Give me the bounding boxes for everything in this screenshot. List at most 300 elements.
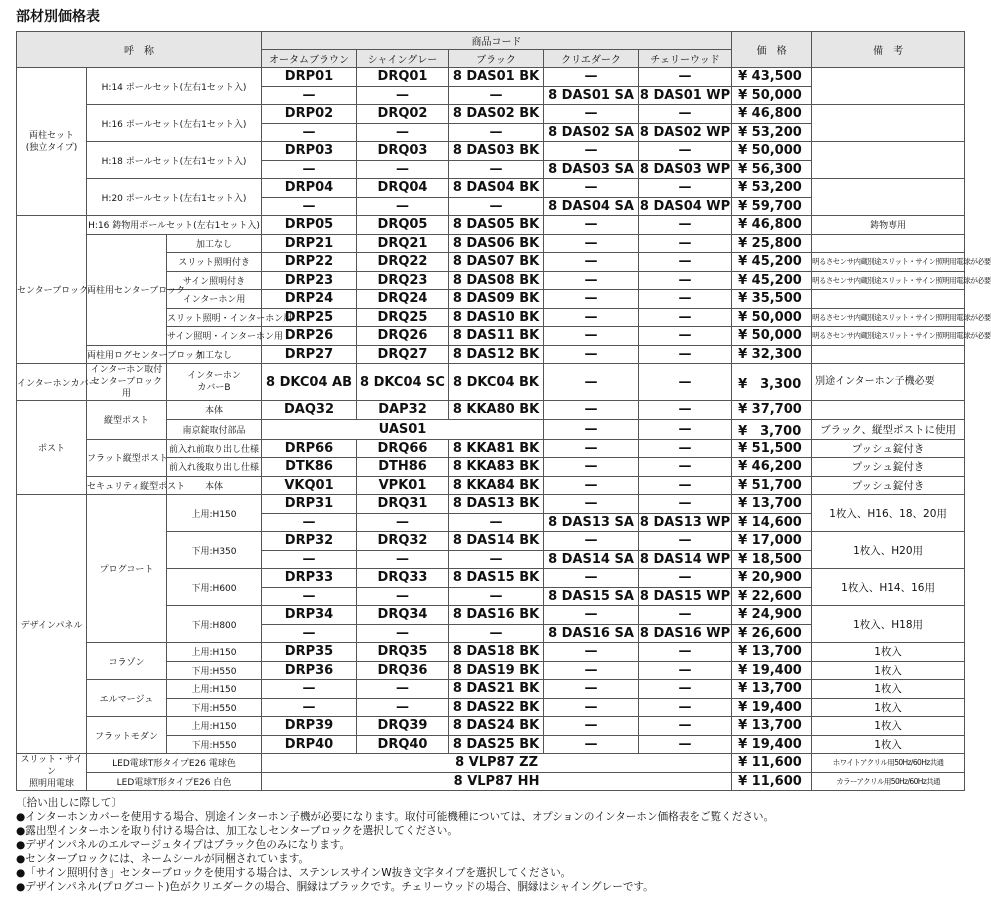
product-code-cell: DRP32: [262, 532, 357, 551]
sub-item-cell: 下用:H550: [167, 661, 262, 680]
remarks-cell: 明るさセンサ内蔵別途スリット・サイン照明用電球が必要: [812, 308, 965, 327]
product-code-cell: 8 KKA83 BK: [449, 458, 544, 477]
product-code-cell: —: [262, 197, 357, 216]
product-code-cell: 8 DAS01 WP: [639, 87, 731, 103]
product-code-cell: 8 DAS02 BK: [449, 105, 544, 124]
remarks-cell: プッシュ錠付き: [812, 458, 965, 477]
product-code-cell: —: [449, 197, 544, 216]
product-code-cell: —: [639, 364, 732, 401]
product-code-cell: —: [262, 698, 357, 717]
product-code-cell: 8 VLP87 ZZ: [262, 754, 732, 773]
table-row: [17, 68, 965, 87]
product-code-cell: 8 DAS24 BK: [449, 717, 544, 736]
remarks-cell: [812, 234, 965, 253]
product-code-cell: DRQ66: [357, 439, 449, 458]
price-cell: ¥ 3,300: [732, 364, 812, 401]
note-line: ●露出型インターホンを取り付ける場合は、加工なしセンターブロックを選択してください。: [16, 825, 458, 837]
product-code-cell: —: [544, 142, 639, 161]
price-cell: ¥ 11,600: [732, 754, 812, 773]
product-code-cell: —: [544, 569, 639, 588]
product-code-cell: DRP01: [262, 68, 357, 87]
product-code-cell: DRQ40: [357, 735, 449, 754]
sub-item-cell: サイン照明付き: [167, 271, 262, 290]
remarks-cell: [812, 179, 965, 216]
product-code-cell: —: [639, 308, 732, 327]
product-code-cell: —: [544, 458, 639, 477]
product-code-cell: —: [544, 345, 639, 364]
price-cell: ¥ 56,300: [732, 160, 812, 179]
notes: [16, 796, 774, 894]
product-code-cell: —: [639, 698, 732, 717]
price-cell: ¥ 13,700: [732, 680, 812, 699]
remarks-cell: カラーアクリル用50Hz/60Hz共通: [812, 772, 965, 791]
item-name-cell: プログコート: [87, 495, 167, 643]
header-name: 呼 称: [17, 32, 262, 68]
sub-item-cell: 下用:H550: [167, 735, 262, 754]
price-cell: ¥ 18,500: [732, 550, 812, 569]
product-code-cell: 8 DAS03 BK: [449, 142, 544, 161]
sub-item-cell: スリット照明付き: [167, 253, 262, 272]
price-cell: ¥ 13,700: [732, 717, 812, 736]
product-code-cell: —: [544, 253, 639, 272]
price-cell: ¥ 24,900: [732, 606, 812, 625]
table-row: [17, 401, 965, 420]
product-code-cell: DRQ39: [357, 717, 449, 736]
remarks-cell: 1枚入: [812, 717, 965, 736]
product-code-cell: 8 DAS01 BK: [449, 68, 544, 87]
product-code-cell: DRP03: [262, 142, 357, 161]
product-code-cell: —: [639, 569, 732, 588]
item-name-cell: フラット縦型ポスト: [87, 439, 167, 476]
product-code-cell: 8 DAS16 WP: [639, 625, 731, 641]
product-code-cell: DRQ25: [357, 308, 449, 327]
remarks-cell: 1枚入、H14、16用: [812, 569, 965, 606]
product-code-cell: —: [544, 234, 639, 253]
product-code-cell: —: [544, 680, 639, 699]
product-code-cell: —: [544, 698, 639, 717]
price-cell: ¥ 53,200: [732, 179, 812, 198]
product-code-cell: 8 DAS22 BK: [449, 698, 544, 717]
price-cell: ¥ 22,600: [732, 587, 812, 606]
product-code-cell: VKQ01: [262, 476, 357, 495]
product-code-cell: 8 DKC04 AB: [262, 364, 357, 401]
product-code-cell: —: [544, 401, 639, 420]
remarks-cell: [812, 68, 965, 105]
product-code-cell: DRQ26: [357, 327, 449, 346]
product-code-cell: —: [544, 717, 639, 736]
product-code-cell: DRP24: [262, 290, 357, 309]
table-row: [17, 643, 965, 662]
product-code-cell: —: [449, 587, 544, 606]
product-code-cell: —: [544, 271, 639, 290]
product-code-cell: —: [639, 234, 732, 253]
price-cell: ¥ 45,200: [732, 253, 812, 272]
product-code-cell: —: [544, 327, 639, 346]
sub-item-cell: 上用:H150: [167, 717, 262, 736]
product-code-cell: 8 DAS02 SA: [544, 123, 639, 142]
product-code-cell: DRP02: [262, 105, 357, 124]
product-code-cell: —: [449, 160, 544, 179]
product-code-cell: —: [544, 364, 639, 401]
table-row: [17, 234, 965, 253]
price-cell: ¥ 53,200: [732, 123, 812, 142]
product-code-cell: —: [357, 587, 449, 606]
item-name-cell: フラットモダン: [87, 717, 167, 754]
item-name-cell: H:16 ポールセット(左右1セット入): [87, 105, 262, 142]
product-code-cell: —: [639, 495, 732, 514]
product-code-cell: 8 DAS14 BK: [449, 532, 544, 551]
table-row: [17, 476, 965, 495]
product-code-cell: —: [449, 86, 544, 105]
table-row: [17, 717, 965, 736]
remarks-cell: 1枚入: [812, 661, 965, 680]
item-name-cell: 両柱用センターブロック: [87, 234, 167, 345]
product-code-cell: —: [544, 495, 639, 514]
sub-item-cell: 前入れ前取り出し仕様: [167, 439, 262, 458]
sub-item-cell: 本体: [167, 476, 262, 495]
product-code-cell: —: [544, 735, 639, 754]
header-color: クリエダーク: [544, 50, 639, 68]
price-cell: ¥ 19,400: [732, 735, 812, 754]
product-code-cell: —: [544, 179, 639, 198]
sub-item-cell: 下用:H800: [167, 606, 262, 643]
sub-item-cell: 上用:H150: [167, 643, 262, 662]
product-code-cell: 8 DAS13 SA: [544, 513, 639, 532]
product-code-cell: 8 DAS03 SA: [544, 160, 639, 179]
category-cell: ポスト: [17, 401, 87, 495]
product-code-cell: —: [544, 308, 639, 327]
item-name-cell: H:14 ポールセット(左右1セット入): [87, 68, 262, 105]
header-price: 価 格: [732, 32, 812, 68]
product-code-cell: —: [639, 401, 732, 420]
price-cell: ¥ 59,700: [732, 197, 812, 216]
product-code-cell: DRP23: [262, 271, 357, 290]
remarks-cell: 明るさセンサ内蔵別途スリット・サイン照明用電球が必要: [812, 253, 965, 272]
product-code-cell: —: [544, 643, 639, 662]
product-code-cell: —: [639, 680, 732, 699]
category-cell: デザインパネル: [17, 495, 87, 754]
product-code-cell: 8 DAS02 WP: [639, 124, 731, 140]
table-row: [17, 364, 965, 401]
price-cell: ¥ 50,000: [732, 86, 812, 105]
product-code-cell: DRQ31: [357, 495, 449, 514]
product-code-cell: DRP22: [262, 253, 357, 272]
product-code-cell: DRP21: [262, 234, 357, 253]
product-code-cell: DRQ34: [357, 606, 449, 625]
category-cell: センターブロック: [17, 216, 87, 364]
table-body: [17, 68, 991, 791]
note-line: ●インターホンカバーを使用する場合、別途インターホン子機が必要になります。取付可能機種については、オプションのインターホン価格表をご覧ください。: [16, 811, 775, 823]
price-cell: ¥ 46,200: [732, 458, 812, 477]
item-name-cell: 両柱用ログセンターブロック: [87, 345, 167, 364]
product-code-cell: —: [639, 271, 732, 290]
product-code-cell: 8 DAS25 BK: [449, 735, 544, 754]
product-code-cell: 8 DKC04 BK: [449, 364, 544, 401]
product-code-cell: DRQ03: [357, 142, 449, 161]
product-code-cell: DRQ21: [357, 234, 449, 253]
table-row: [17, 179, 965, 198]
product-code-cell: 8 DAS21 BK: [449, 680, 544, 699]
product-code-cell: —: [262, 624, 357, 643]
product-code-cell: —: [262, 550, 357, 569]
product-code-cell: —: [357, 624, 449, 643]
sub-item-cell: サイン照明・インターホン用: [167, 327, 262, 346]
item-name-cell: LED電球T形タイプE26 白色: [87, 772, 262, 791]
product-code-cell: 8 DAS04 BK: [449, 179, 544, 198]
product-code-cell: —: [357, 680, 449, 699]
product-code-cell: DRP31: [262, 495, 357, 514]
product-code-cell: DRP25: [262, 308, 357, 327]
product-code-cell: DRQ32: [357, 532, 449, 551]
price-cell: ¥ 25,800: [732, 234, 812, 253]
product-code-cell: DRQ22: [357, 253, 449, 272]
price-cell: ¥ 46,800: [732, 105, 812, 124]
product-code-cell: —: [639, 643, 732, 662]
table-row: [17, 754, 965, 773]
header-color: チェリーウッド: [639, 50, 732, 68]
price-cell: ¥ 37,700: [732, 401, 812, 420]
product-code-cell: 8 KKA84 BK: [449, 476, 544, 495]
price-cell: ¥ 19,400: [732, 698, 812, 717]
price-cell: ¥ 20,900: [732, 569, 812, 588]
product-code-cell: —: [639, 717, 732, 736]
product-code-cell: —: [639, 458, 732, 477]
remarks-cell: [812, 142, 965, 179]
product-code-cell: DRQ02: [357, 105, 449, 124]
product-code-cell: —: [639, 606, 732, 625]
table-row: [17, 345, 965, 364]
product-code-cell: —: [357, 160, 449, 179]
price-cell: ¥ 13,700: [732, 643, 812, 662]
item-name-cell: H:18 ポールセット(左右1セット入): [87, 142, 262, 179]
product-code-cell: —: [639, 290, 732, 309]
product-code-cell: DRP40: [262, 735, 357, 754]
price-cell: ¥ 43,500: [732, 68, 812, 87]
product-code-cell: VPK01: [357, 476, 449, 495]
product-code-cell: —: [544, 476, 639, 495]
product-code-cell: —: [262, 86, 357, 105]
product-code-cell: DAQ32: [262, 401, 357, 420]
product-code-cell: DRP04: [262, 179, 357, 198]
remarks-cell: 明るさセンサ内蔵別途スリット・サイン照明用電球が必要: [812, 327, 965, 346]
product-code-cell: —: [639, 68, 732, 87]
product-code-cell: DRQ24: [357, 290, 449, 309]
product-code-cell: —: [357, 197, 449, 216]
product-code-cell: 8 DAS03 WP: [639, 161, 731, 177]
product-code-cell: 8 DAS06 BK: [449, 234, 544, 253]
product-code-cell: —: [357, 513, 449, 532]
product-code-cell: —: [639, 419, 732, 439]
product-code-cell: —: [262, 160, 357, 179]
product-code-cell: 8 KKA81 BK: [449, 439, 544, 458]
product-code-cell: —: [544, 216, 639, 235]
product-code-cell: —: [544, 419, 639, 439]
remarks-cell: 1枚入: [812, 698, 965, 717]
sub-item-cell: インターホン用: [167, 290, 262, 309]
price-cell: ¥ 26,600: [732, 624, 812, 643]
item-name-cell: コラゾン: [87, 643, 167, 680]
product-code-cell: —: [544, 290, 639, 309]
price-cell: ¥ 50,000: [732, 142, 812, 161]
product-code-cell: —: [639, 476, 732, 495]
price-cell: ¥ 50,000: [732, 308, 812, 327]
product-code-cell: 8 DAS09 BK: [449, 290, 544, 309]
product-code-cell: UAS01: [262, 419, 544, 439]
sub-item-cell: 加工なし: [167, 345, 262, 364]
price-table: [16, 31, 991, 791]
product-code-cell: —: [449, 550, 544, 569]
product-code-cell: —: [357, 698, 449, 717]
product-code-cell: DRQ01: [357, 68, 449, 87]
remarks-cell: [812, 401, 965, 420]
price-cell: ¥ 45,200: [732, 271, 812, 290]
price-cell: ¥ 51,500: [732, 439, 812, 458]
note-line: ●「サイン照明付き」センターブロックを使用する場合は、ステンレスサインW抜き文字タイプを選択してください。: [16, 867, 572, 879]
table-row: [17, 680, 965, 699]
product-code-cell: —: [639, 253, 732, 272]
product-code-cell: —: [449, 624, 544, 643]
product-code-cell: 8 DAS05 BK: [449, 216, 544, 235]
product-code-cell: DRQ04: [357, 179, 449, 198]
product-code-cell: —: [262, 123, 357, 142]
header-color: ブラック: [449, 50, 544, 68]
remarks-cell: ホワイトアクリル用50Hz/60Hz共通: [812, 754, 965, 773]
price-cell: ¥ 14,600: [732, 513, 812, 532]
product-code-cell: 8 DAS14 WP: [639, 551, 731, 567]
product-code-cell: 8 DAS01 SA: [544, 86, 639, 105]
product-code-cell: 8 DAS07 BK: [449, 253, 544, 272]
product-code-cell: DRP26: [262, 327, 357, 346]
table-row: [17, 216, 965, 235]
product-code-cell: —: [262, 680, 357, 699]
product-code-cell: 8 DAS11 BK: [449, 327, 544, 346]
note-line: ●デザインパネルのエルマージュタイプはブラック色のみになります。: [16, 839, 351, 851]
note-line: ●デザインパネル(プログコート)色がクリエダークの場合、胴縁はブラックです。チェリーウッドの場合、胴縁はシャイングレーです。: [16, 881, 654, 893]
product-code-cell: 8 DAS19 BK: [449, 661, 544, 680]
product-code-cell: 8 DAS18 BK: [449, 643, 544, 662]
table-row: [17, 772, 965, 791]
product-code-cell: —: [639, 735, 732, 754]
remarks-cell: [812, 290, 965, 309]
price-cell: ¥ 32,300: [732, 345, 812, 364]
product-code-cell: DAP32: [357, 401, 449, 420]
sub-item-cell: 南京錠取付部品: [167, 419, 262, 439]
product-code-cell: DRQ23: [357, 271, 449, 290]
remarks-cell: [812, 345, 965, 364]
product-code-cell: —: [262, 513, 357, 532]
product-code-cell: —: [639, 661, 732, 680]
remarks-cell: ブラック、縦型ポストに使用: [812, 419, 965, 439]
remarks-cell: 1枚入、H20用: [812, 532, 965, 569]
price-cell: ¥ 19,400: [732, 661, 812, 680]
note-line: 〔拾い出しに際して〕: [16, 797, 122, 809]
sub-item-cell: 上用:H150: [167, 680, 262, 699]
table-row: [17, 105, 965, 124]
product-code-cell: 8 DAS16 BK: [449, 606, 544, 625]
sub-item-cell: 本体: [167, 401, 262, 420]
price-cell: ¥ 13,700: [732, 495, 812, 514]
product-code-cell: DRP27: [262, 345, 357, 364]
category-cell: 両柱セット (独立タイプ): [17, 68, 87, 216]
remarks-cell: [812, 105, 965, 142]
product-code-cell: —: [357, 123, 449, 142]
header-product-code: 商品コード: [262, 32, 732, 50]
product-code-cell: DTH86: [357, 458, 449, 477]
product-code-cell: —: [544, 532, 639, 551]
product-code-cell: —: [639, 105, 732, 124]
product-code-cell: DRQ35: [357, 643, 449, 662]
product-code-cell: 8 DAS04 SA: [544, 197, 639, 216]
product-code-cell: —: [262, 587, 357, 606]
remarks-cell: 1枚入、H16、18、20用: [812, 495, 965, 532]
product-code-cell: —: [544, 661, 639, 680]
product-code-cell: —: [544, 606, 639, 625]
table-row: [17, 439, 965, 458]
sub-item-cell: インターホン カバーB: [167, 364, 262, 401]
product-code-cell: DRP66: [262, 439, 357, 458]
product-code-cell: —: [544, 105, 639, 124]
product-code-cell: DRP33: [262, 569, 357, 588]
product-code-cell: —: [639, 216, 732, 235]
remarks-cell: 1枚入、H18用: [812, 606, 965, 643]
price-cell: ¥ 50,000: [732, 327, 812, 346]
item-name-cell: 縦型ポスト: [87, 401, 167, 440]
sub-item-cell: 下用:H550: [167, 698, 262, 717]
product-code-cell: 8 DAS13 WP: [639, 514, 731, 530]
product-code-cell: 8 DAS15 BK: [449, 569, 544, 588]
category-cell: スリット・サイン 照明用電球: [17, 754, 87, 791]
product-code-cell: DRP34: [262, 606, 357, 625]
price-cell: ¥ 3,700: [732, 419, 812, 439]
sub-item-cell: 下用:H600: [167, 569, 262, 606]
product-code-cell: DRQ27: [357, 345, 449, 364]
product-code-cell: 8 DAS04 WP: [639, 198, 731, 214]
sub-item-cell: 上用:H150: [167, 495, 262, 532]
product-code-cell: 8 DAS14 SA: [544, 550, 639, 569]
item-name-cell: インターホン取付 センターブロック用: [87, 364, 167, 401]
product-code-cell: —: [357, 86, 449, 105]
product-code-cell: —: [544, 68, 639, 87]
category-cell: インターホンカバー: [17, 364, 87, 401]
sub-item-cell: 前入れ後取り出し仕様: [167, 458, 262, 477]
product-code-cell: 8 DAS15 SA: [544, 587, 639, 606]
product-code-cell: DRP39: [262, 717, 357, 736]
product-code-cell: —: [639, 179, 732, 198]
product-code-cell: —: [639, 345, 732, 364]
item-name-cell: エルマージュ: [87, 680, 167, 717]
product-code-cell: 8 KKA80 BK: [449, 401, 544, 420]
price-cell: ¥ 11,600: [732, 772, 812, 791]
product-code-cell: DRQ05: [357, 216, 449, 235]
product-code-cell: 8 DAS10 BK: [449, 308, 544, 327]
product-code-cell: DTK86: [262, 458, 357, 477]
item-name-cell: H:20 ポールセット(左右1セット入): [87, 179, 262, 216]
header-row: [17, 32, 965, 50]
product-code-cell: 8 VLP87 HH: [262, 772, 732, 791]
product-code-cell: —: [544, 439, 639, 458]
product-code-cell: —: [639, 439, 732, 458]
item-name-cell: セキュリティ縦型ポスト: [87, 476, 167, 495]
product-code-cell: 8 DAS12 BK: [449, 345, 544, 364]
product-code-cell: —: [449, 513, 544, 532]
remarks-cell: 1枚入: [812, 735, 965, 754]
product-code-cell: DRP36: [262, 661, 357, 680]
sub-item-cell: 加工なし: [167, 234, 262, 253]
sub-item-cell: 下用:H350: [167, 532, 262, 569]
product-code-cell: 8 DAS13 BK: [449, 495, 544, 514]
price-cell: ¥ 51,700: [732, 476, 812, 495]
product-code-cell: DRP05: [262, 216, 357, 235]
